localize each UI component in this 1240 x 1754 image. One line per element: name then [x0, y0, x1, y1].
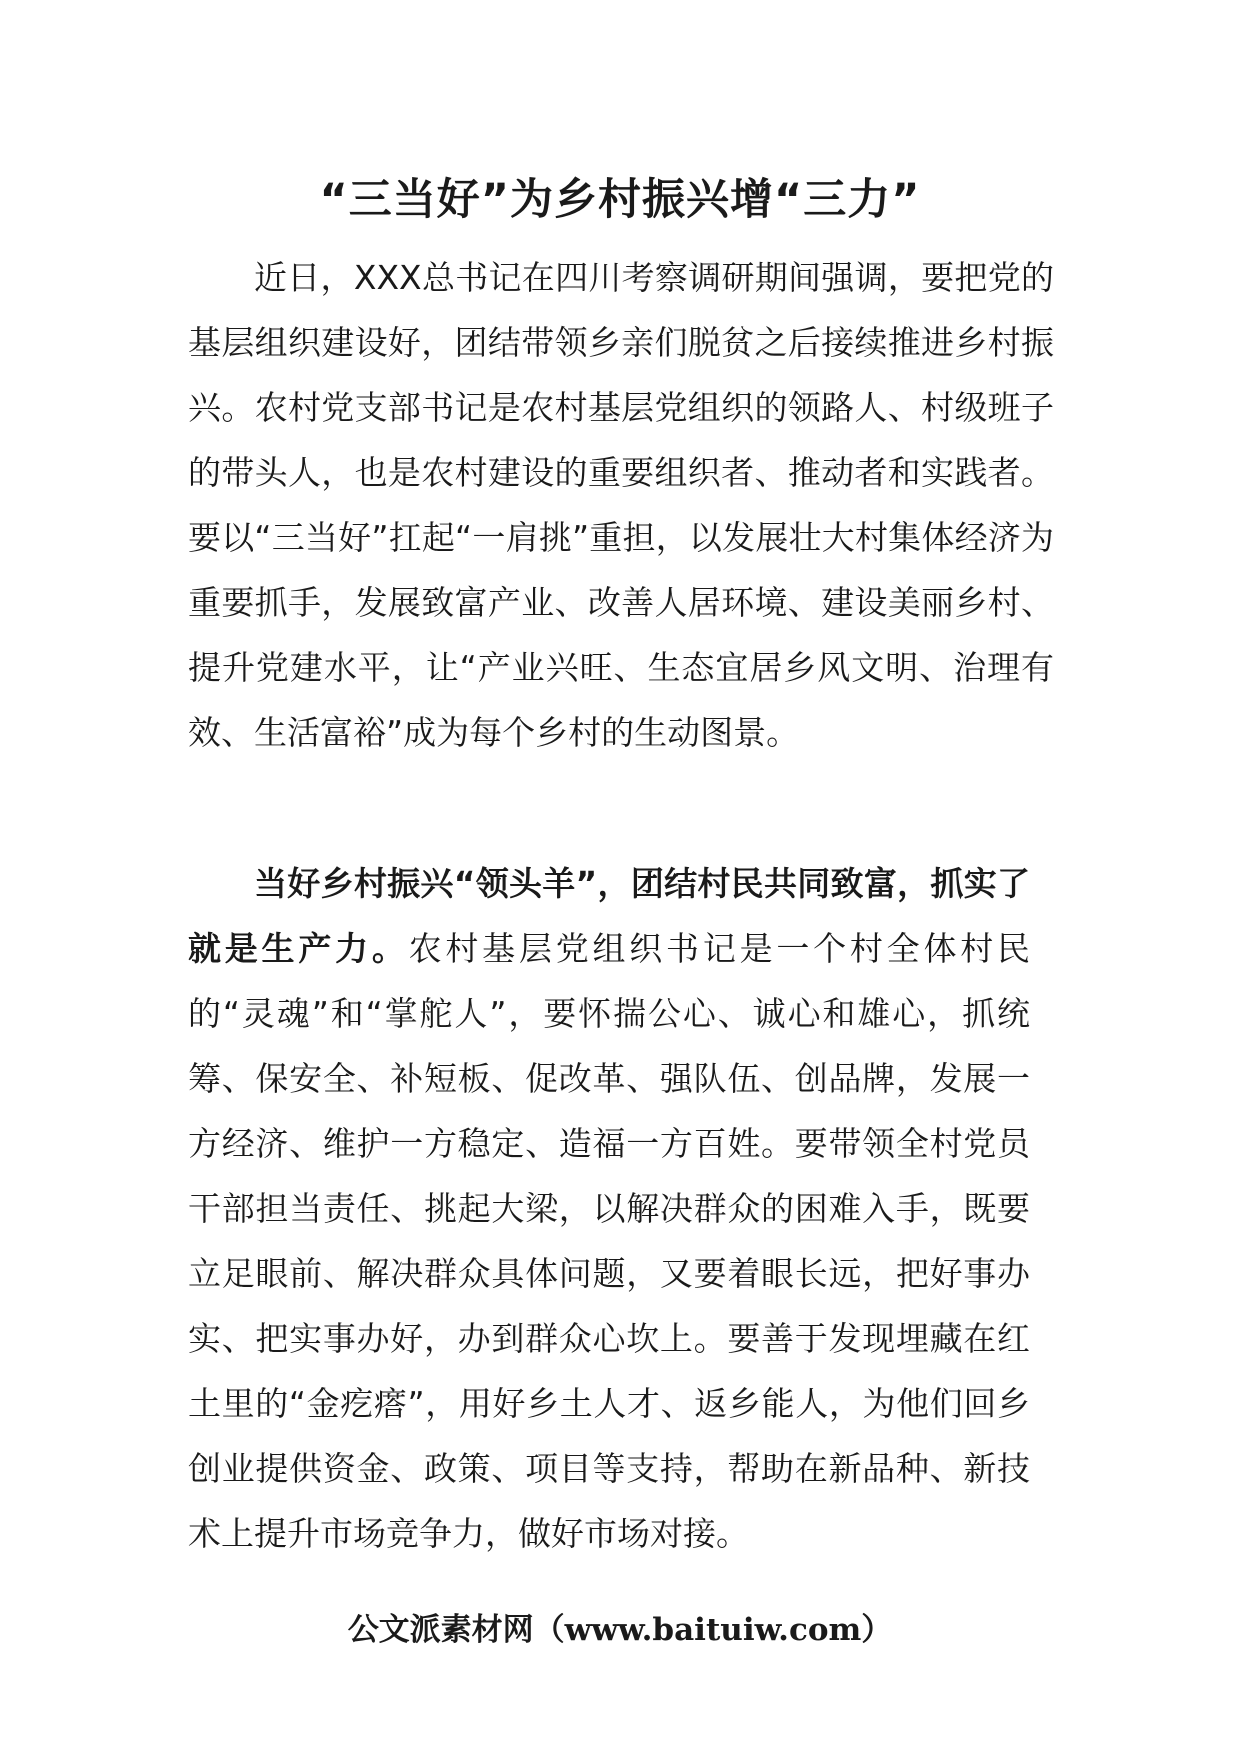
- section-1-lead-heading: 当好乡村振兴“领头羊”，团结村民共同致富，抓实了就是生产力。: [188, 864, 1030, 968]
- document-title: “三当好”为乡村振兴增“三力”: [319, 175, 921, 225]
- paragraph-intro: [188, 245, 1054, 765]
- paragraph-intro-text: 近日，XXX总书记在四川考察调研期间强调，要把党的基层组织建设好，团结带领乡亲们脱贫之后接续推进乡村振兴。农村党支部书记是农村基层党组织的领路人、村级班子的带头人，也是农村建设的重要组织者、推动者和实践者。要以“三当好”扛起“一肩挑”重担，以发展壮大村集体经济为重要抓手，发展致富产业、改善人居环境、建设美丽乡村、提升党建水平，让“产业兴旺、生态宜居乡风文明、治理有效、生活富裕”成为每个乡村的生动图景。: [188, 258, 1054, 752]
- source-footer: 公文派素材网（www.baituiw.com）: [347, 1612, 893, 1648]
- paragraph-section-1: [188, 851, 1030, 1566]
- section-1-body-text: 农村基层党组织书记是一个村全体村民的“灵魂”和“掌舵人”，要怀揣公心、诚心和雄心，抓统筹、保安全、补短板、促改革、强队伍、创品牌，发展一方经济、维护一方稳定、造福一方百姓。要带领全村党员干部担当责任、挑起大梁，以解决群众的困难入手，既要立足眼前、解决群众具体问题，又要着眼长远，把好事办实、把实事办好，办到群众心坎上。要善于发现埋藏在红土里的“金疙瘩”，用好乡土人才、返乡能人，为他们回乡创业提供资金、政策、项目等支持，帮助在新品种、新技术上提升市场竞争力，做好市场对接。: [188, 929, 1031, 1553]
